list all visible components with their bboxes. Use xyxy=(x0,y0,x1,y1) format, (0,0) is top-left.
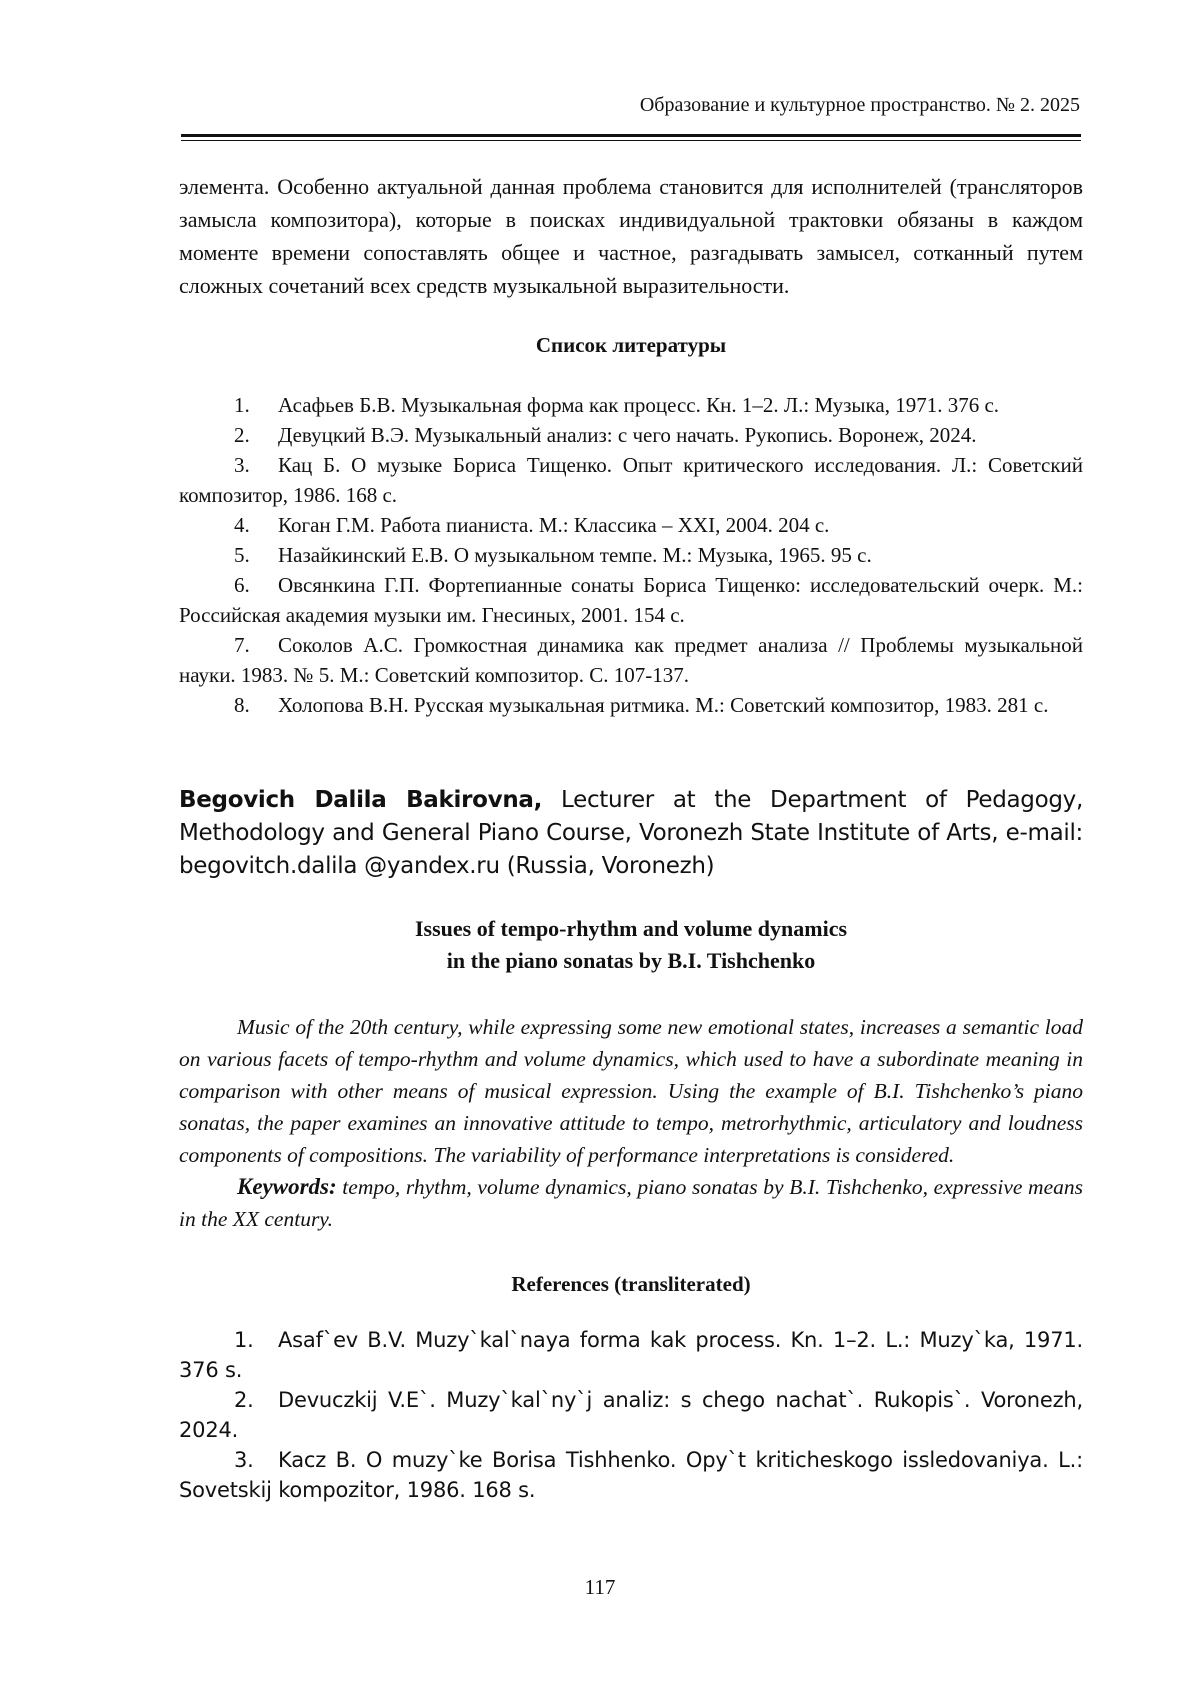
page-content xyxy=(179,170,1083,1505)
ru-reference-item: 2. Девуцкий В.Э. Музыкальный анализ: с чего начать. Рукопись. Воронеж, 2024. xyxy=(234,423,977,447)
article-title-line-2: in the piano sonatas by B.I. Tishchenko xyxy=(446,948,816,973)
author-affiliation: Lecturer at the Department of Pedagogy, Methodology and General Piano Course, Voronezh State Institute of Arts, e-mail: begovitch.dalila @yandex.ru (Russia, Voronezh) xyxy=(179,787,1083,879)
body-paragraph: элемента. Особенно актуальной данная проблема становится для исполнителей (трансляторов замысла композитора), которые в поисках индивидуальной трактовки обязаны в каждом моменте времени сопоставлять общее и частное, разгадывать замысел, сотканный путем сложных сочетаний всех средств музыкальной выразительности. xyxy=(179,174,1083,298)
header-rule-thick xyxy=(181,134,1081,137)
author-info xyxy=(179,784,1083,883)
ru-reference-item: 1. Асафьев Б.В. Музыкальная форма как процесс. Кн. 1–2. Л.: Музыка, 1971. 376 с. xyxy=(234,393,1000,417)
article-abstract: Music of the 20th century, while expressing some new emotional states, increases a semantic load on various facets of tempo-rhythm and volume dynamics, which used to have a subordinate meaning in comparison with other means of musical expression. Using the example of B.I. Tishchenko’s piano sonatas, the paper examines an innovative attitude to tempo, metrorhythmic, articulatory and loudness components of compositions. The variability of performance interpretations is considered. xyxy=(179,1015,1083,1167)
ru-reference-item: 7. Соколов А.С. Громкостная динамика как предмет анализа // Проблемы музыкальной науки. 1983. № 5. М.: Советский композитор. С. 107-137. xyxy=(179,633,1083,687)
en-references-list xyxy=(179,1325,1083,1505)
keywords-text: tempo, rhythm, volume dynamics, piano sonatas by B.I. Tishchenko, expressive means in the XX century. xyxy=(179,1175,1083,1231)
ru-reference-item: 5. Назайкинский Е.В. О музыкальном темпе. М.: Музыка, 1965. 95 с. xyxy=(234,543,872,567)
ru-references-heading: Список литературы xyxy=(535,333,727,357)
ru-reference-item: 4. Коган Г.М. Работа пианиста. М.: Классика – XXI, 2004. 204 с. xyxy=(234,513,830,537)
ru-references-list xyxy=(179,390,1083,720)
ru-reference-item: 8. Холопова В.Н. Русская музыкальная ритмика. М.: Советский композитор, 1983. 281 с. xyxy=(234,693,1049,717)
author-name: Begovich Dalila Bakirovna, xyxy=(179,787,543,813)
en-reference-item: 1. Asaf`ev B.V. Muzy`kal`naya forma kak process. Kn. 1–2. L.: Muzy`ka, 1971. 376 s. xyxy=(179,1328,1083,1382)
en-reference-item: 3. Kacz B. O muzy`ke Borisa Tishhenko. Opy`t kriticheskogo issledovaniya. L.: Sovetskij kompozitor, 1986. 168 s. xyxy=(179,1448,1083,1502)
ru-reference-item: 6. Овсянкина Г.П. Фортепианные сонаты Бориса Тищенко: исследовательский очерк. М.: Российская академия музыки им. Гнесиных, 2001. 154 с. xyxy=(179,573,1083,627)
article-title-line-1: Issues of tempo-rhythm and volume dynamics xyxy=(414,916,848,941)
keywords-label: Keywords: xyxy=(237,1174,337,1199)
header-rule-thin xyxy=(181,140,1081,141)
ru-reference-item: 3. Кац Б. О музыке Бориса Тищенко. Опыт критического исследования. Л.: Советский композитор, 1986. 168 с. xyxy=(179,453,1083,507)
article-title xyxy=(179,913,1083,977)
en-reference-item: 2. Devuczkij V.E`. Muzy`kal`ny`j analiz: s chego nachat`. Rukopis`. Voronezh, 2024. xyxy=(179,1388,1083,1442)
en-references-heading: References (transliterated) xyxy=(511,1272,751,1296)
page-number: 117 xyxy=(584,1575,616,1599)
journal-header: Образование и культурное пространство. № 2. 2025 xyxy=(639,94,1080,116)
article-keywords xyxy=(179,1171,1083,1235)
